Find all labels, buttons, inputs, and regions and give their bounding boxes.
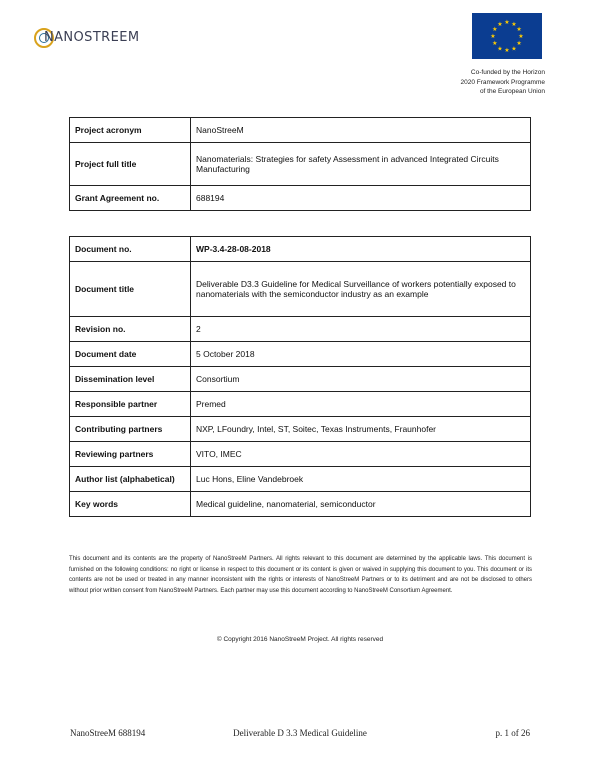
copyright-notice: © Copyright 2016 NanoStreeM Project. All rights reserved (216, 636, 384, 643)
footer-page-number: p. 1 of 26 (495, 728, 530, 738)
row-label: Author list (alphabetical) (70, 467, 191, 492)
row-value: WP-3.4-28-08-2018 (191, 237, 531, 262)
row-value: NanoStreeM (191, 118, 531, 143)
table-row (70, 317, 531, 342)
row-label: Project full title (70, 143, 191, 186)
eu-star-icon: ★ (504, 20, 510, 27)
document-info-table (69, 236, 531, 517)
eu-star-icon: ★ (497, 22, 503, 29)
footer-left: NanoStreeM 688194 (70, 728, 146, 738)
eu-caption-line: 2020 Framework Programme (460, 78, 545, 86)
row-value: Consortium (191, 367, 531, 392)
table-row (70, 417, 531, 442)
footer-center: Deliverable D 3.3 Medical Guideline (233, 728, 367, 738)
project-info-table (69, 117, 531, 211)
eu-star-icon: ★ (511, 46, 517, 53)
eu-star-icon: ★ (490, 34, 496, 41)
row-label: Key words (70, 492, 191, 517)
row-value: Nanomaterials: Strategies for safety Assessment in advanced Integrated Circuits Manufacturing (191, 143, 531, 186)
row-label: Contributing partners (70, 417, 191, 442)
table-row (70, 342, 531, 367)
table-row (70, 237, 531, 262)
table-row (70, 492, 531, 517)
eu-caption-line: Co-funded by the Horizon (470, 69, 545, 76)
eu-flag-icon (472, 13, 542, 59)
table-row (70, 186, 531, 211)
table-row (70, 392, 531, 417)
row-label: Document title (70, 262, 191, 317)
table-row (70, 143, 531, 186)
row-value: Medical guideline, nanomaterial, semiconductor (191, 492, 531, 517)
row-value: 5 October 2018 (191, 342, 531, 367)
eu-funding-caption (385, 68, 545, 97)
row-label: Dissemination level (70, 367, 191, 392)
eu-star-icon: ★ (511, 22, 517, 29)
table-row (70, 118, 531, 143)
eu-star-icon: ★ (516, 41, 522, 48)
row-label: Responsible partner (70, 392, 191, 417)
row-label: Document date (70, 342, 191, 367)
eu-star-icon: ★ (518, 34, 524, 41)
eu-star-icon: ★ (516, 27, 522, 34)
row-value: VITO, IMEC (191, 442, 531, 467)
table-row (70, 442, 531, 467)
confidentiality-disclaimer: This document and its contents are the property of NanoStreeM Partners. All rights relevant to this document are determined by the applicable laws. This document is furnished on the following conditions: no right or license in respect to this document or its content is given or waived in supplying this document to you. This document or its contents are not be used or treated in any manner inconsistent with the rights or interests of NanoStreeM Partners or to its detriment and are not be disclosed to others without prior written consent from NanoStreeM Partners. Each partner may use this document according to NanoStreeM Consortium Agreement. (69, 556, 532, 594)
eu-star-icon: ★ (492, 41, 498, 48)
eu-caption-line: of the European Union (479, 88, 545, 95)
eu-star-icon: ★ (504, 48, 510, 55)
row-label: Reviewing partners (70, 442, 191, 467)
row-label: Document no. (70, 237, 191, 262)
eu-star-icon: ★ (497, 46, 503, 53)
table-row (70, 262, 531, 317)
row-label: Grant Agreement no. (70, 186, 191, 211)
row-label: Project acronym (70, 118, 191, 143)
table-row (70, 467, 531, 492)
row-value: 688194 (191, 186, 531, 211)
logo-text: NANOSTREEM (44, 30, 140, 45)
row-value: NXP, LFoundry, Intel, ST, Soitec, Texas Instruments, Fraunhofer (191, 417, 531, 442)
row-label: Revision no. (70, 317, 191, 342)
eu-star-icon: ★ (492, 27, 498, 34)
row-value: Luc Hons, Eline Vandebroek (191, 467, 531, 492)
table-row (70, 367, 531, 392)
nanostreem-logo (34, 22, 144, 54)
row-value: Premed (191, 392, 531, 417)
row-value: Deliverable D3.3 Guideline for Medical Surveillance of workers potentially exposed to nanomaterials with the semiconductor industry as an example (191, 262, 531, 317)
row-value: 2 (191, 317, 531, 342)
